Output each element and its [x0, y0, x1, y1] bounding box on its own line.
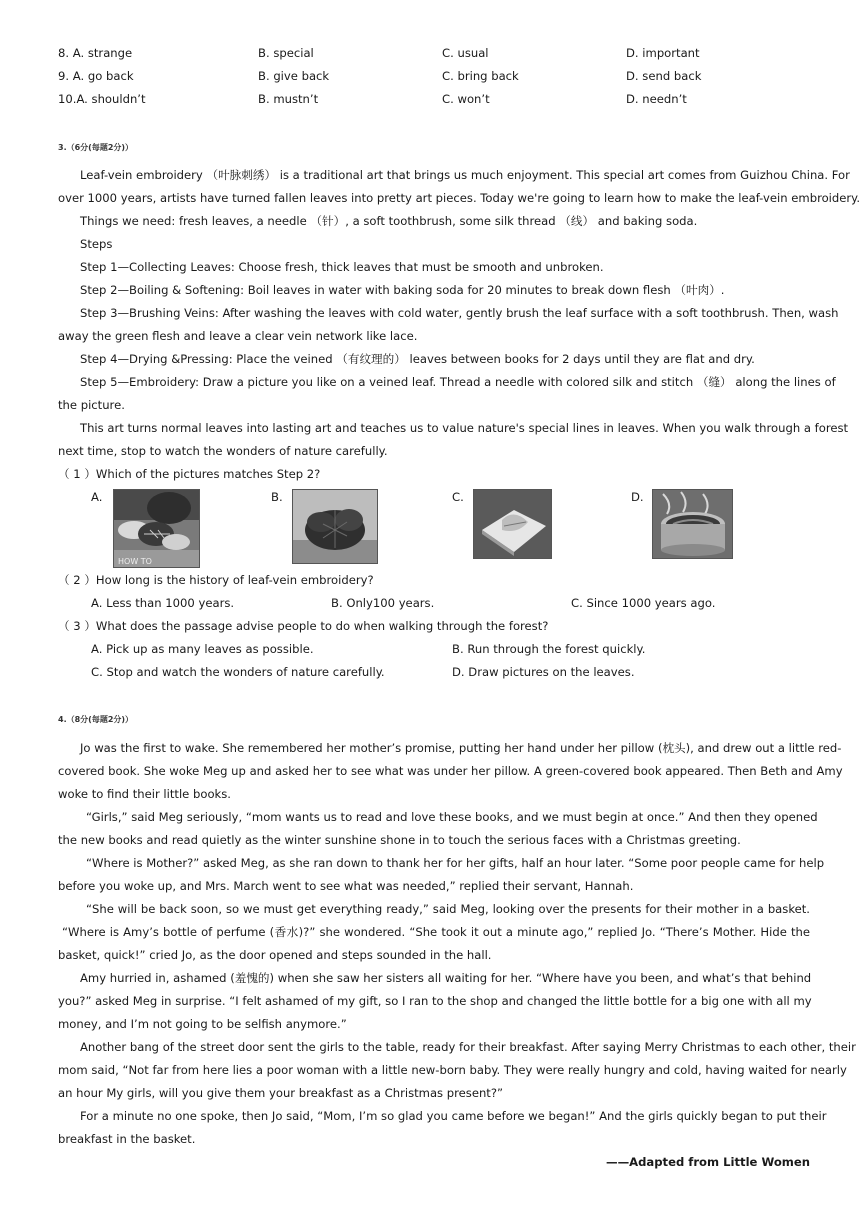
passage4-line: mom said, “Not far from here lies a poor woman with a little new-born baby. They were really hungry and cold, having waited for nearly	[58, 1063, 847, 1077]
q2-option-b: B. Only100 years.	[331, 596, 435, 610]
q8-option-b: B. special	[258, 46, 314, 60]
q2-option-a: A. Less than 1000 years.	[91, 596, 235, 610]
passage3-line: Step 3—Brushing Veins: After washing the leaves with cold water, gently brush the leaf surface with a soft toothbrush. Then, wash	[80, 306, 839, 320]
passage4-line: Jo was the first to wake. She remembered her mother’s promise, putting her hand under her pillow (枕头), and drew out a little red-	[80, 741, 842, 755]
question-2: （ 2 ）How long is the history of leaf-vein embroidery?	[58, 573, 374, 587]
q1-label-c: C.	[452, 490, 464, 504]
q9-option-c: C. bring back	[442, 69, 519, 83]
passage3-line: Things we need: fresh leaves, a needle （针）, a soft toothbrush, some silk thread （线） and baking soda.	[80, 214, 698, 228]
q1-label-d: D.	[631, 490, 644, 504]
svg-text:HOW TO: HOW TO	[118, 557, 152, 566]
passage4-line: For a minute no one spoke, then Jo said, “Mom, I’m so glad you came before we began!” And the girls quickly began to put their	[80, 1109, 827, 1123]
q10-option-a: 10.A. shouldn’t	[58, 92, 146, 106]
picture-hands-leaf	[113, 489, 200, 568]
q9-option-a: 9. A. go back	[58, 69, 134, 83]
passage4-line: Another bang of the street door sent the girls to the table, ready for their breakfast. After saying Merry Christmas to each other, their	[80, 1040, 856, 1054]
passage4-line: “Where is Amy’s bottle of perfume (香水)?” she wondered. “She took it out a minute ago,” replied Jo. “There’s Mother. Hide the	[62, 925, 810, 939]
question-1: （ 1 ）Which of the pictures matches Step 2?	[58, 467, 321, 481]
picture-leaf-plant	[292, 489, 378, 564]
passage3-line: over 1000 years, artists have turned fallen leaves into pretty art pieces. Today we're going to learn how to make the leaf-vein embroidery.	[58, 191, 861, 205]
q8-option-d: D. important	[626, 46, 700, 60]
passage4-line: an hour My girls, will you give them your breakfast as a Christmas present?”	[58, 1086, 504, 1100]
q10-option-b: B. mustn’t	[258, 92, 319, 106]
section-4-number: 4.（8分(每题2分)）	[58, 715, 134, 724]
question-3: （ 3 ）What does the passage advise people to do when walking through the forest?	[58, 619, 549, 633]
q8-option-a: 8. A. strange	[58, 46, 133, 60]
q9-option-b: B. give back	[258, 69, 330, 83]
q10-option-c: C. won’t	[442, 92, 490, 106]
passage3-line: Leaf-vein embroidery （叶脉刺绣） is a traditional art that brings us much enjoyment. This special art comes from Guizhou China. For	[80, 168, 850, 182]
passage4-line: before you woke up, and Mrs. March went to see what was needed,” replied their servant, Hannah.	[58, 879, 634, 893]
picture-leaf-book	[473, 489, 552, 559]
q3-option-a: A. Pick up as many leaves as possible.	[91, 642, 314, 656]
passage4-line: you?” asked Meg in surprise. “I felt ashamed of my gift, so I ran to the shop and changed the little bottle for a big one with all my	[58, 994, 812, 1008]
passage3-line: away the green flesh and leave a clear vein network like lace.	[58, 329, 418, 343]
picture-boiling-pot	[652, 489, 733, 559]
passage4-line: “She will be back soon, so we must get everything ready,” said Meg, looking over the presents for their mother in a basket.	[86, 902, 810, 916]
q8-option-c: C. usual	[442, 46, 489, 60]
passage4-line: basket, quick!” cried Jo, as the door opened and steps sounded in the hall.	[58, 948, 492, 962]
passage4-line: covered book. She woke Meg up and asked her to see what was under her pillow. A green-covered book appeared. Then Beth and Amy	[58, 764, 843, 778]
q3-option-c: C. Stop and watch the wonders of nature carefully.	[91, 665, 385, 679]
passage4-line: Amy hurried in, ashamed (羞愧的) when she saw her sisters all waiting for her. “Where have you been, and what’s that behind	[80, 971, 812, 985]
q2-option-c: C. Since 1000 years ago.	[571, 596, 716, 610]
passage4-line: the new books and read quietly as the winter sunshine shone in to touch the serious faces with a Christmas greeting.	[58, 833, 741, 847]
passage4-line: woke to find their little books.	[58, 787, 231, 801]
passage3-line: Steps	[80, 237, 113, 251]
passage3-line: the picture.	[58, 398, 125, 412]
q3-option-b: B. Run through the forest quickly.	[452, 642, 646, 656]
section-3-number: 3.（6分(每题2分)）	[58, 143, 134, 152]
q9-option-d: D. send back	[626, 69, 702, 83]
passage3-line: Step 5—Embroidery: Draw a picture you like on a veined leaf. Thread a needle with colored silk and stitch （缝） along the lines of	[80, 375, 836, 389]
passage3-line: next time, stop to watch the wonders of nature carefully.	[58, 444, 388, 458]
source-attribution: ——Adapted from Little Women	[605, 1155, 810, 1169]
passage3-line: Step 1—Collecting Leaves: Choose fresh, thick leaves that must be smooth and unbroken.	[80, 260, 604, 274]
passage4-line: money, and I’m not going to be selfish anymore.”	[58, 1017, 347, 1031]
q1-label-a: A.	[91, 490, 103, 504]
passage3-line: This art turns normal leaves into lasting art and teaches us to value nature's special lines in leaves. When you walk through a forest	[80, 421, 849, 435]
passage3-line: Step 4—Drying &Pressing: Place the veined （有纹理的） leaves between books for 2 days until they are flat and dry.	[80, 352, 755, 366]
passage3-line: Step 2—Boiling & Softening: Boil leaves in water with baking soda for 20 minutes to break down flesh （叶肉）.	[80, 283, 725, 297]
passage4-line: “Girls,” said Meg seriously, “mom wants us to read and love these books, and we must begin at once.” And then they opened	[86, 810, 818, 824]
passage4-line: “Where is Mother?” asked Meg, as she ran down to thank her for her gifts, half an hour later. “Some poor people came for help	[86, 856, 825, 870]
q1-label-b: B.	[271, 490, 283, 504]
passage4-line: breakfast in the basket.	[58, 1132, 196, 1146]
q3-option-d: D. Draw pictures on the leaves.	[452, 665, 635, 679]
q10-option-d: D. needn’t	[626, 92, 687, 106]
